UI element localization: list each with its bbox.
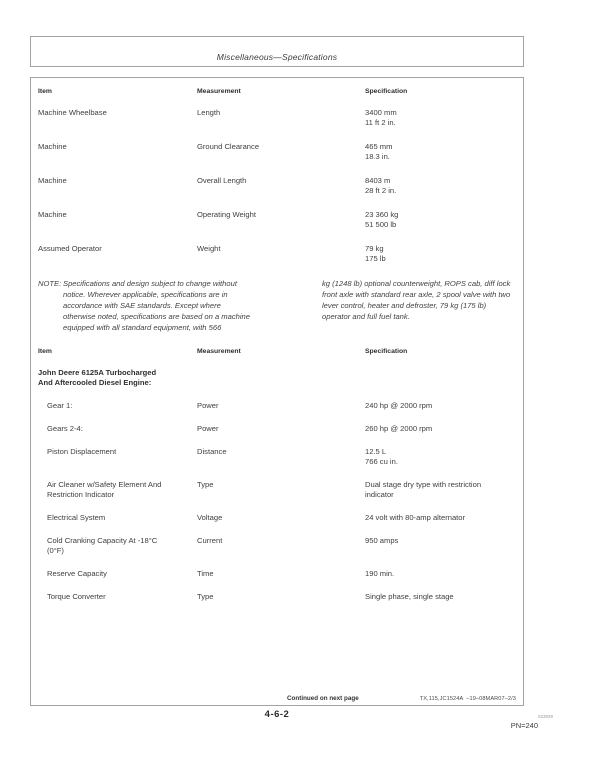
spec-cell: 260 hp @ 2000 rpm [365,424,433,433]
column-header-specification: Specification [365,88,408,95]
page-number: 4-6-2 [264,709,290,720]
spec-cell: Dual stage dry type with restriction indicator [365,480,482,499]
item-cell: Reserve Capacity [47,569,107,578]
table1 [38,108,516,264]
page-header-box [30,36,524,67]
page-title: Miscellaneous—Specifications [216,52,338,62]
table-row [38,176,516,196]
scan-code: 023939 [537,714,553,719]
column-header-item: Item [38,88,52,95]
measurement-cell: Power [197,401,219,410]
measurement-cell: Voltage [197,513,223,522]
table-row [38,513,516,523]
note-label: NOTE: [38,279,62,288]
measurement-cell: Power [197,424,219,433]
column-header-measurement: Measurement [197,348,241,355]
measurement-cell: Length [197,108,221,117]
spec-cell: 8403 m 28 ft 2 in. [365,176,397,195]
spec-cell: 24 volt with 80-amp alternator [365,513,466,522]
table-row [38,536,516,556]
measurement-cell: Operating Weight [197,210,256,219]
table-row [38,244,516,264]
table1-header-row [38,88,516,95]
table-row [38,424,516,434]
spec-cell: 3400 mm 11 ft 2 in. [365,108,397,127]
item-cell: Machine [38,142,67,151]
continued-on-next-page: Continued on next page [287,695,359,702]
table-row [38,142,516,162]
table-row [38,401,516,411]
column-header-item: Item [38,348,52,355]
spec-cell: 12.5 L 766 cu in. [365,447,398,466]
spec-cell: 23 360 kg 51 500 lb [365,210,399,229]
spec-cell: 190 min. [365,569,395,578]
table-row [38,569,516,579]
item-cell: Machine [38,210,67,219]
engine-section-title: John Deere 6125A Turbocharged And Aftercooled Diesel Engine: [38,368,157,387]
document-code: TX,115,JC1524A –19–08MAR07–2/3 [419,696,516,702]
table-row [38,210,516,230]
column-header-specification: Specification [365,348,408,355]
table2-header-row [38,348,516,355]
column-header-measurement: Measurement [197,88,241,95]
pn-number: PN=240 [510,721,538,730]
table-row [38,108,516,128]
measurement-cell: Overall Length [197,176,247,185]
item-cell: Electrical System [47,513,106,522]
spec-cell: 79 kg 175 lb [365,244,386,263]
measurement-cell: Ground Clearance [197,142,260,151]
measurement-cell: Time [197,569,214,578]
box-footer [38,693,516,703]
measurement-cell: Weight [197,244,221,253]
item-cell: Air Cleaner w/Safety Element And Restriction Indicator [47,480,162,499]
measurement-cell: Type [197,592,214,601]
note-text-left: Specifications and design subject to change without notice. Wherever applicable, specifications are in accordance with SAE standards. Except where otherwise noted, specifications are based on a machine equipped with all standard equipment, with 566 [63,279,251,332]
item-cell: Gear 1: [47,401,73,410]
note-text-right: kg (1248 lb) optional counterweight, ROPS cab, diff lock front axle with standard rear axle, 2 spool valve with two lever control, heater and defroster, 79 kg (175 lb) operator and full fuel tank. [322,279,511,321]
measurement-cell: Current [197,536,223,545]
spec-cell: 240 hp @ 2000 rpm [365,401,433,410]
spec-cell: 950 amps [365,536,399,545]
table-row [38,592,516,602]
measurement-cell: Distance [197,447,227,456]
table-row [38,480,516,500]
item-cell: Machine [38,176,67,185]
item-cell: Piston Displacement [47,447,117,456]
table-row [38,447,516,467]
note-block [38,278,516,333]
note-gap [279,278,322,333]
table2 [38,401,516,602]
spec-table-box [30,77,524,706]
spec-cell: 465 mm 18.3 in. [365,142,393,161]
spec-cell: Single phase, single stage [365,592,454,601]
item-cell: Cold Cranking Capacity At -18°C (0°F) [47,536,158,555]
measurement-cell: Type [197,480,214,489]
item-cell: Torque Converter [47,592,106,601]
item-cell: Machine Wheelbase [38,108,107,117]
item-cell: Assumed Operator [38,244,102,253]
item-cell: Gears 2-4: [47,424,83,433]
